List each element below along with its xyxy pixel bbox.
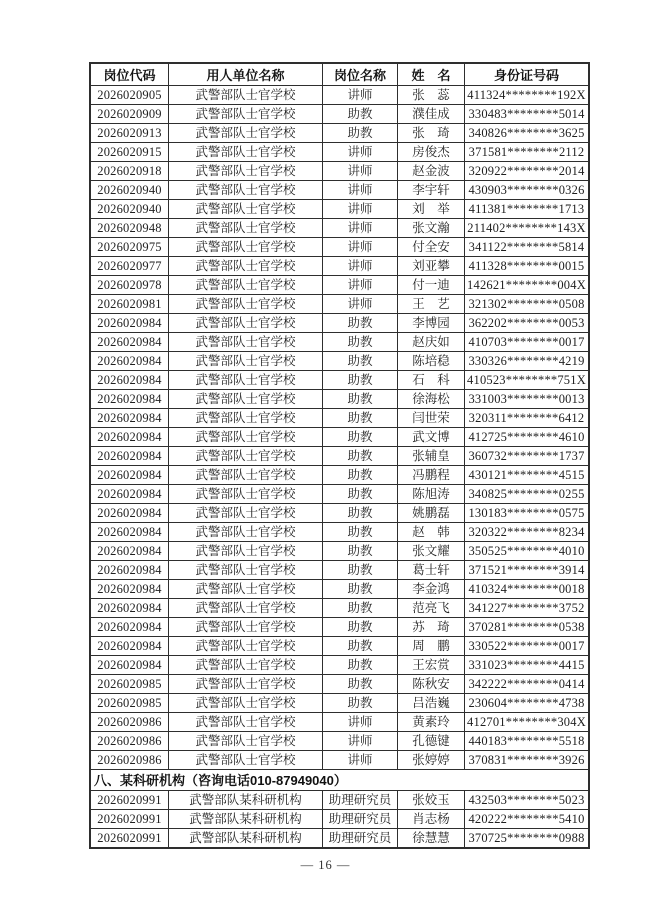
cell-position-code: 2026020984 — [90, 314, 169, 333]
cell-id-number: 360732********1737 — [465, 447, 590, 466]
cell-id-number: 340826********3625 — [465, 124, 590, 143]
section-header: 八、某科研机构（咨询电话010-87949040） — [90, 770, 589, 791]
cell-position-title: 讲师 — [323, 732, 398, 751]
table-row — [90, 219, 589, 238]
cell-person-name: 苏 琦 — [398, 618, 465, 637]
cell-employer-name: 武警部队士官学校 — [169, 599, 323, 618]
table-row — [90, 352, 589, 371]
cell-id-number: 321302********0508 — [465, 295, 590, 314]
cell-id-number: 411324********192X — [465, 86, 590, 105]
table-row — [90, 257, 589, 276]
cell-position-code: 2026020948 — [90, 219, 169, 238]
cell-position-title: 助理研究员 — [323, 810, 398, 829]
cell-position-code: 2026020986 — [90, 732, 169, 751]
cell-employer-name: 武警部队士官学校 — [169, 466, 323, 485]
cell-person-name: 张文瀚 — [398, 219, 465, 238]
recruitment-roster-table — [89, 62, 590, 849]
cell-person-name: 付全安 — [398, 238, 465, 257]
table-row — [90, 390, 589, 409]
cell-id-number: 142621********004X — [465, 276, 590, 295]
table-row — [90, 428, 589, 447]
cell-id-number: 341122********5814 — [465, 238, 590, 257]
cell-employer-name: 武警部队士官学校 — [169, 751, 323, 770]
cell-person-name: 张 琦 — [398, 124, 465, 143]
cell-position-title: 讲师 — [323, 86, 398, 105]
cell-position-title: 助教 — [323, 523, 398, 542]
cell-person-name: 黄素玲 — [398, 713, 465, 732]
cell-position-code: 2026020978 — [90, 276, 169, 295]
cell-position-code: 2026020984 — [90, 561, 169, 580]
cell-employer-name: 武警部队士官学校 — [169, 523, 323, 542]
table-row — [90, 181, 589, 200]
cell-employer-name: 武警部队士官学校 — [169, 200, 323, 219]
cell-person-name: 范亮飞 — [398, 599, 465, 618]
cell-position-code: 2026020984 — [90, 447, 169, 466]
cell-position-title: 助理研究员 — [323, 791, 398, 810]
table-row — [90, 694, 589, 713]
cell-employer-name: 武警部队士官学校 — [169, 371, 323, 390]
section-header-row — [90, 770, 589, 791]
header-position-title: 岗位名称 — [323, 63, 398, 86]
cell-employer-name: 武警部队士官学校 — [169, 713, 323, 732]
cell-employer-name: 武警部队某科研机构 — [169, 829, 323, 849]
cell-employer-name: 武警部队士官学校 — [169, 504, 323, 523]
cell-position-title: 讲师 — [323, 162, 398, 181]
cell-employer-name: 武警部队士官学校 — [169, 276, 323, 295]
cell-person-name: 陈培稳 — [398, 352, 465, 371]
table-body — [90, 86, 589, 849]
table-row — [90, 599, 589, 618]
cell-employer-name: 武警部队士官学校 — [169, 333, 323, 352]
cell-position-code: 2026020984 — [90, 371, 169, 390]
cell-person-name: 徐海松 — [398, 390, 465, 409]
cell-position-code: 2026020977 — [90, 257, 169, 276]
cell-position-code: 2026020985 — [90, 675, 169, 694]
cell-position-title: 讲师 — [323, 257, 398, 276]
cell-position-code: 2026020909 — [90, 105, 169, 124]
cell-id-number: 411328********0015 — [465, 257, 590, 276]
cell-employer-name: 武警部队士官学校 — [169, 390, 323, 409]
cell-id-number: 342222********0414 — [465, 675, 590, 694]
table-row — [90, 295, 589, 314]
table-row — [90, 409, 589, 428]
cell-position-title: 助教 — [323, 371, 398, 390]
cell-employer-name: 武警部队士官学校 — [169, 485, 323, 504]
table-row — [90, 314, 589, 333]
cell-person-name: 葛士轩 — [398, 561, 465, 580]
cell-position-title: 讲师 — [323, 276, 398, 295]
cell-id-number: 412725********4610 — [465, 428, 590, 447]
header-row — [90, 63, 589, 86]
cell-person-name: 张文耀 — [398, 542, 465, 561]
cell-position-title: 助教 — [323, 618, 398, 637]
cell-employer-name: 武警部队士官学校 — [169, 352, 323, 371]
cell-employer-name: 武警部队士官学校 — [169, 428, 323, 447]
header-employer-name: 用人单位名称 — [169, 63, 323, 86]
cell-employer-name: 武警部队士官学校 — [169, 637, 323, 656]
cell-position-code: 2026020940 — [90, 181, 169, 200]
cell-position-title: 讲师 — [323, 181, 398, 200]
cell-employer-name: 武警部队士官学校 — [169, 561, 323, 580]
cell-employer-name: 武警部队士官学校 — [169, 219, 323, 238]
cell-position-code: 2026020984 — [90, 409, 169, 428]
cell-id-number: 362202********0053 — [465, 314, 590, 333]
cell-position-title: 助教 — [323, 675, 398, 694]
cell-person-name: 李金鸿 — [398, 580, 465, 599]
header-person-name: 姓 名 — [398, 63, 465, 86]
table-row — [90, 504, 589, 523]
cell-position-title: 助教 — [323, 466, 398, 485]
cell-id-number: 410703********0017 — [465, 333, 590, 352]
cell-person-name: 闫世荣 — [398, 409, 465, 428]
cell-id-number: 411381********1713 — [465, 200, 590, 219]
cell-person-name: 房俊杰 — [398, 143, 465, 162]
table-row — [90, 485, 589, 504]
cell-id-number: 320922********2014 — [465, 162, 590, 181]
cell-id-number: 371521********3914 — [465, 561, 590, 580]
cell-position-code: 2026020984 — [90, 485, 169, 504]
cell-id-number: 330522********0017 — [465, 637, 590, 656]
cell-position-code: 2026020984 — [90, 428, 169, 447]
cell-id-number: 211402********143X — [465, 219, 590, 238]
header-id-number: 身份证号码 — [465, 63, 590, 86]
cell-position-title: 助理研究员 — [323, 829, 398, 849]
cell-position-title: 助教 — [323, 314, 398, 333]
cell-id-number: 320311********6412 — [465, 409, 590, 428]
cell-employer-name: 武警部队士官学校 — [169, 314, 323, 333]
table-row — [90, 713, 589, 732]
cell-position-code: 2026020986 — [90, 713, 169, 732]
table-row — [90, 675, 589, 694]
header-position-code: 岗位代码 — [90, 63, 169, 86]
cell-id-number: 350525********4010 — [465, 542, 590, 561]
cell-id-number: 370281********0538 — [465, 618, 590, 637]
cell-employer-name: 武警部队士官学校 — [169, 732, 323, 751]
cell-person-name: 武文博 — [398, 428, 465, 447]
cell-person-name: 姚鹏磊 — [398, 504, 465, 523]
cell-position-code: 2026020940 — [90, 200, 169, 219]
cell-position-title: 助教 — [323, 352, 398, 371]
cell-person-name: 刘亚攀 — [398, 257, 465, 276]
cell-position-title: 助教 — [323, 504, 398, 523]
cell-position-code: 2026020984 — [90, 466, 169, 485]
cell-employer-name: 武警部队某科研机构 — [169, 810, 323, 829]
cell-position-code: 2026020984 — [90, 656, 169, 675]
cell-id-number: 230604********4738 — [465, 694, 590, 713]
cell-position-code: 2026020991 — [90, 829, 169, 849]
cell-position-title: 助教 — [323, 390, 398, 409]
cell-person-name: 王宏赏 — [398, 656, 465, 675]
table-row — [90, 238, 589, 257]
cell-id-number: 340825********0255 — [465, 485, 590, 504]
cell-position-code: 2026020984 — [90, 504, 169, 523]
cell-id-number: 330483********5014 — [465, 105, 590, 124]
table-row — [90, 86, 589, 105]
cell-id-number: 341227********3752 — [465, 599, 590, 618]
cell-position-title: 讲师 — [323, 200, 398, 219]
cell-id-number: 130183********0575 — [465, 504, 590, 523]
cell-id-number: 410523********751X — [465, 371, 590, 390]
cell-position-code: 2026020984 — [90, 580, 169, 599]
cell-position-code: 2026020984 — [90, 352, 169, 371]
cell-position-title: 讲师 — [323, 713, 398, 732]
cell-person-name: 李宇轩 — [398, 181, 465, 200]
cell-position-code: 2026020984 — [90, 599, 169, 618]
cell-position-code: 2026020984 — [90, 333, 169, 352]
table-row — [90, 656, 589, 675]
cell-position-title: 讲师 — [323, 751, 398, 770]
cell-employer-name: 武警部队士官学校 — [169, 86, 323, 105]
cell-id-number: 410324********0018 — [465, 580, 590, 599]
cell-employer-name: 武警部队士官学校 — [169, 618, 323, 637]
cell-id-number: 331003********0013 — [465, 390, 590, 409]
cell-position-code: 2026020986 — [90, 751, 169, 770]
table-row — [90, 124, 589, 143]
cell-person-name: 吕浩巍 — [398, 694, 465, 713]
table-row — [90, 162, 589, 181]
cell-employer-name: 武警部队士官学校 — [169, 542, 323, 561]
cell-employer-name: 武警部队士官学校 — [169, 694, 323, 713]
table-row — [90, 561, 589, 580]
cell-person-name: 张辅皇 — [398, 447, 465, 466]
cell-position-title: 助教 — [323, 561, 398, 580]
cell-position-code: 2026020913 — [90, 124, 169, 143]
cell-employer-name: 武警部队士官学校 — [169, 295, 323, 314]
cell-person-name: 赵金波 — [398, 162, 465, 181]
cell-person-name: 濮佳成 — [398, 105, 465, 124]
cell-employer-name: 武警部队士官学校 — [169, 675, 323, 694]
cell-position-title: 助教 — [323, 333, 398, 352]
cell-position-title: 助教 — [323, 637, 398, 656]
cell-position-title: 助教 — [323, 124, 398, 143]
cell-position-code: 2026020984 — [90, 637, 169, 656]
cell-employer-name: 武警部队士官学校 — [169, 162, 323, 181]
cell-position-code: 2026020975 — [90, 238, 169, 257]
table-row — [90, 523, 589, 542]
cell-position-code: 2026020991 — [90, 791, 169, 810]
table-row — [90, 791, 589, 810]
cell-employer-name: 武警部队士官学校 — [169, 105, 323, 124]
table-row — [90, 105, 589, 124]
cell-employer-name: 武警部队士官学校 — [169, 257, 323, 276]
cell-employer-name: 武警部队士官学校 — [169, 238, 323, 257]
cell-position-title: 助教 — [323, 485, 398, 504]
cell-position-code: 2026020918 — [90, 162, 169, 181]
cell-id-number: 371581********2112 — [465, 143, 590, 162]
cell-id-number: 432503********5023 — [465, 791, 590, 810]
cell-position-code: 2026020981 — [90, 295, 169, 314]
cell-position-code: 2026020984 — [90, 542, 169, 561]
cell-id-number: 320322********8234 — [465, 523, 590, 542]
cell-position-code: 2026020984 — [90, 618, 169, 637]
cell-position-title: 助教 — [323, 105, 398, 124]
cell-person-name: 李博园 — [398, 314, 465, 333]
cell-position-code: 2026020984 — [90, 390, 169, 409]
table-row — [90, 732, 589, 751]
table-row — [90, 810, 589, 829]
table-row — [90, 751, 589, 770]
cell-person-name: 赵 韩 — [398, 523, 465, 542]
cell-employer-name: 武警部队士官学校 — [169, 143, 323, 162]
cell-position-title: 助教 — [323, 694, 398, 713]
table-row — [90, 637, 589, 656]
cell-position-title: 助教 — [323, 599, 398, 618]
cell-person-name: 王 艺 — [398, 295, 465, 314]
cell-id-number: 370831********3926 — [465, 751, 590, 770]
cell-person-name: 张婷婷 — [398, 751, 465, 770]
cell-id-number: 370725********0988 — [465, 829, 590, 849]
table-row — [90, 371, 589, 390]
table-row — [90, 580, 589, 599]
table-row — [90, 276, 589, 295]
cell-employer-name: 武警部队士官学校 — [169, 447, 323, 466]
cell-employer-name: 武警部队士官学校 — [169, 181, 323, 200]
cell-person-name: 徐慧慧 — [398, 829, 465, 849]
cell-position-title: 助教 — [323, 428, 398, 447]
page-number: — 16 — — [300, 858, 351, 872]
cell-person-name: 刘 举 — [398, 200, 465, 219]
cell-position-title: 助教 — [323, 409, 398, 428]
cell-person-name: 孔德键 — [398, 732, 465, 751]
cell-person-name: 付一迪 — [398, 276, 465, 295]
table-row — [90, 466, 589, 485]
cell-id-number: 412701********304X — [465, 713, 590, 732]
cell-id-number: 420222********5410 — [465, 810, 590, 829]
cell-person-name: 陈旭涛 — [398, 485, 465, 504]
cell-position-title: 讲师 — [323, 238, 398, 257]
cell-person-name: 肖志杨 — [398, 810, 465, 829]
table-row — [90, 618, 589, 637]
cell-id-number: 430903********0326 — [465, 181, 590, 200]
cell-position-title: 讲师 — [323, 143, 398, 162]
cell-person-name: 张 蕊 — [398, 86, 465, 105]
cell-employer-name: 武警部队某科研机构 — [169, 791, 323, 810]
cell-position-code: 2026020984 — [90, 523, 169, 542]
cell-position-title: 讲师 — [323, 295, 398, 314]
cell-person-name: 石 科 — [398, 371, 465, 390]
cell-id-number: 440183********5518 — [465, 732, 590, 751]
table-row — [90, 829, 589, 849]
cell-person-name: 陈秋安 — [398, 675, 465, 694]
table-row — [90, 143, 589, 162]
table-row — [90, 542, 589, 561]
cell-id-number: 330326********4219 — [465, 352, 590, 371]
cell-employer-name: 武警部队士官学校 — [169, 124, 323, 143]
cell-employer-name: 武警部队士官学校 — [169, 580, 323, 599]
cell-position-code: 2026020915 — [90, 143, 169, 162]
cell-id-number: 331023********4415 — [465, 656, 590, 675]
cell-person-name: 周 鹏 — [398, 637, 465, 656]
cell-employer-name: 武警部队士官学校 — [169, 409, 323, 428]
cell-position-code: 2026020991 — [90, 810, 169, 829]
cell-position-title: 助教 — [323, 580, 398, 599]
cell-position-title: 助教 — [323, 447, 398, 466]
cell-position-code: 2026020985 — [90, 694, 169, 713]
cell-position-code: 2026020905 — [90, 86, 169, 105]
table-row — [90, 447, 589, 466]
cell-position-title: 助教 — [323, 656, 398, 675]
cell-position-title: 助教 — [323, 542, 398, 561]
cell-position-title: 讲师 — [323, 219, 398, 238]
table-row — [90, 200, 589, 219]
cell-employer-name: 武警部队士官学校 — [169, 656, 323, 675]
cell-person-name: 赵庆如 — [398, 333, 465, 352]
cell-person-name: 冯鹏程 — [398, 466, 465, 485]
cell-id-number: 430121********4515 — [465, 466, 590, 485]
table-row — [90, 333, 589, 352]
cell-person-name: 张姣玉 — [398, 791, 465, 810]
